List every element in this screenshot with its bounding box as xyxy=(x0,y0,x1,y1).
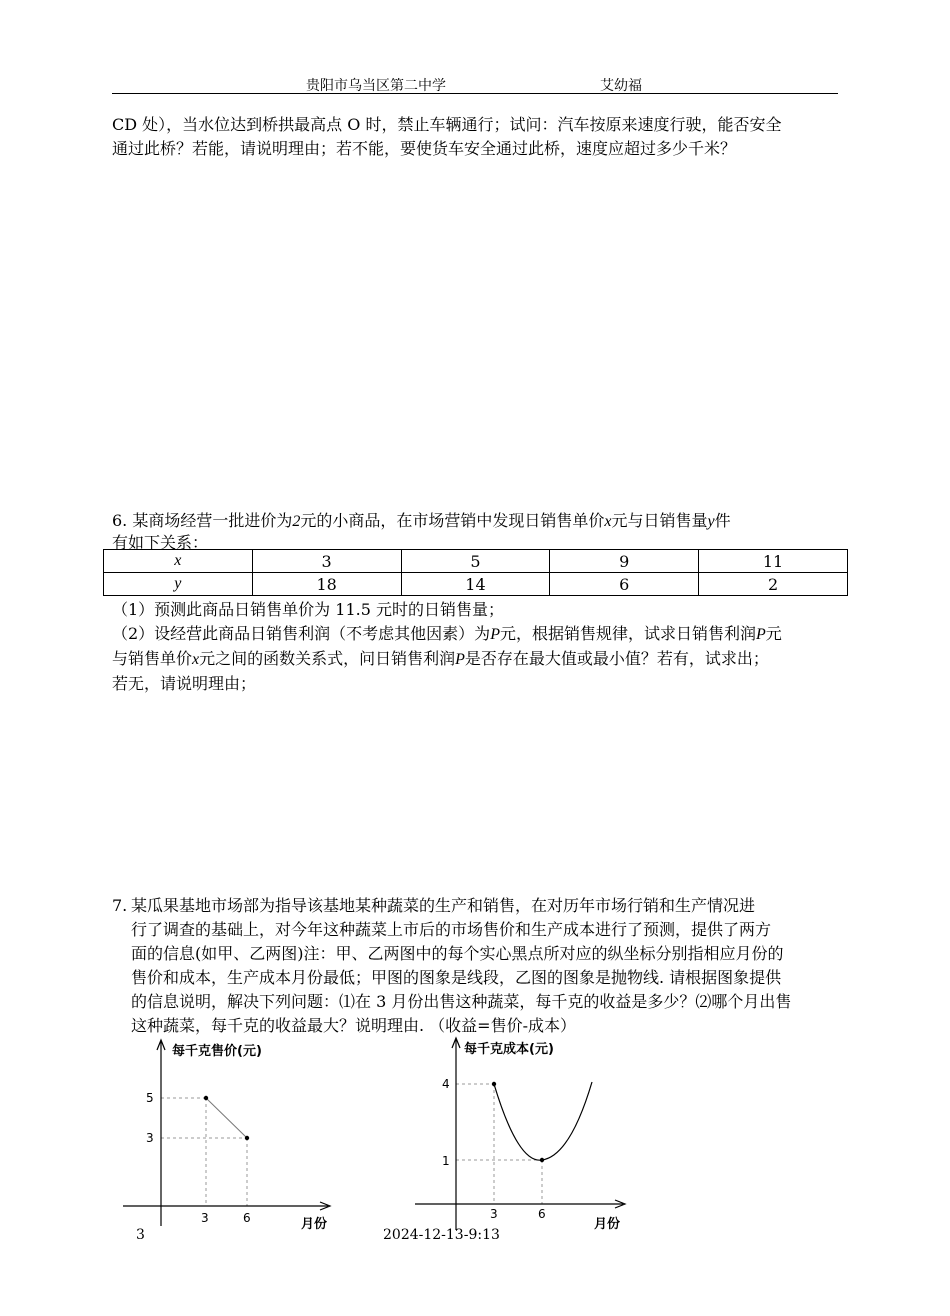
table-row xyxy=(104,573,848,596)
table-cell: 18 xyxy=(252,573,401,596)
table-cell: 6 xyxy=(550,573,699,596)
y-tick-label: 1 xyxy=(442,1154,450,1168)
table-row xyxy=(104,550,848,573)
graph-b-gridlines xyxy=(456,1084,542,1204)
graph-a-xlabel: 月份 xyxy=(301,1217,328,1232)
table-cell: 11 xyxy=(699,550,848,573)
q7-line: 行了调查的基础上，对今年这种蔬菜上市后的市场售价和生产成本进行了预测，提供了两方 xyxy=(131,920,772,939)
y-tick-label: 4 xyxy=(442,1077,450,1091)
graph-a-ylabel: 每千克售价(元) xyxy=(172,1044,262,1059)
q6-line-2: 有如下关系： xyxy=(112,533,209,552)
x-tick-label: 3 xyxy=(201,1211,209,1225)
q6-text-d: 件 xyxy=(714,511,731,530)
q6-stem xyxy=(112,509,842,552)
y-tick-label: 3 xyxy=(146,1131,154,1145)
table-cell: 2 xyxy=(699,573,848,596)
q6-var-y: y xyxy=(707,513,715,530)
q7-line: 某瓜果基地市场部为指导该基地某种蔬菜的生产和销售，在对历年市场行销和生产情况进 xyxy=(131,896,756,915)
data-point xyxy=(204,1096,208,1100)
x-tick-label: 6 xyxy=(243,1211,251,1225)
graph-a-gridlines xyxy=(161,1098,247,1206)
table-cell: 14 xyxy=(401,573,550,596)
q7-line: 的信息说明，解决下列问题：⑴在 3 月份出售这种蔬菜，每千克的收益是多少？⑵哪个月出售 xyxy=(131,992,792,1011)
table-cell: 9 xyxy=(550,550,699,573)
header-rule xyxy=(112,93,838,94)
q6-var-x: x xyxy=(192,651,200,668)
q6-table xyxy=(103,549,848,596)
q6-sub2-a: （2）设经营此商品日销售利润（不考虑其他因素）为 xyxy=(112,624,491,643)
segment xyxy=(206,1098,247,1138)
q6-var-x: x xyxy=(604,513,612,530)
table-cell: 3 xyxy=(252,550,401,573)
table-cell-y-label: y xyxy=(104,573,253,596)
timestamp: 2024-12-13-9:13 xyxy=(383,1227,500,1243)
q6-var-p: P xyxy=(455,651,465,668)
q6-line-1 xyxy=(112,509,842,534)
q7-line: 这种蔬菜，每千克的收益最大？说明理由. （收益=售价-成本） xyxy=(131,1016,576,1035)
parabola xyxy=(494,1082,592,1160)
header-author: 艾幼福 xyxy=(600,78,642,94)
q6-sub2-line2-c: 是否存在最大值或最小值？若有，试求出； xyxy=(464,649,769,668)
q7-line: 售价和成本，生产成本月份最低；甲图的图象是线段，乙图的图象是抛物线. 请根据图象提供 xyxy=(131,968,782,987)
data-point xyxy=(245,1136,249,1140)
q7-stem xyxy=(112,894,842,1038)
q6-var-p: P xyxy=(755,626,766,643)
q7-number: 7. xyxy=(112,896,128,915)
y-tick-label: 5 xyxy=(146,1091,154,1105)
graph-b xyxy=(410,1030,640,1240)
q5-continuation xyxy=(112,113,842,161)
q7-line: 面的信息(如甲、乙两图)注：甲、乙两图中的每个实心黑点所对应的纵坐标分别指相应月份的 xyxy=(131,944,784,963)
graph-b-ylabel: 每千克成本(元) xyxy=(464,1042,554,1057)
x-tick-label: 3 xyxy=(490,1207,498,1221)
q6-sub2-c: 元 xyxy=(765,624,782,643)
q6-cost: 2 xyxy=(292,513,301,530)
data-point xyxy=(540,1158,544,1162)
table-cell-x-label: x xyxy=(104,550,253,573)
q5-line-2: 通过此桥？若能，请说明理由；若不能，要使货车安全通过此桥，速度应超过多少千米？ xyxy=(112,139,737,158)
q6-sub2-line2-a: 与销售单价 xyxy=(112,649,193,668)
q5-line-1: CD 处），当水位达到桥拱最高点 O 时，禁止车辆通行；试问：汽车按原来速度行驶，能否安全 xyxy=(112,115,782,134)
q6-text-a: 6. 某商场经营一批进价为 xyxy=(112,511,293,530)
x-tick-label: 6 xyxy=(538,1207,546,1221)
q6-sub2-line2-b: 元之间的函数关系式，问日销售利润 xyxy=(199,649,456,668)
q6-sub2-b: 元，根据销售规律，试求日销售利润 xyxy=(499,624,756,643)
header-school: 贵阳市乌当区第二中学 xyxy=(306,78,446,94)
table-cell: 5 xyxy=(401,550,550,573)
q6-subquestions xyxy=(112,598,842,696)
data-point xyxy=(492,1082,496,1086)
q6-var-p: P xyxy=(490,626,500,643)
q6-text-b: 元的小商品，在市场营销中发现日销售单价 xyxy=(300,511,605,530)
q6-sub2-line3: 若无，请说明理由； xyxy=(112,674,257,693)
graph-b-xlabel: 月份 xyxy=(594,1217,621,1232)
q6-sub1: （1）预测此商品日销售单价为 11.5 元时的日销售量； xyxy=(112,600,504,619)
q6-sub2-line1 xyxy=(112,622,842,647)
q6-sub2-line2 xyxy=(112,647,842,672)
graph-a xyxy=(115,1030,355,1240)
q6-text-c: 元与日销售量 xyxy=(611,511,708,530)
page-number: 3 xyxy=(136,1227,145,1243)
